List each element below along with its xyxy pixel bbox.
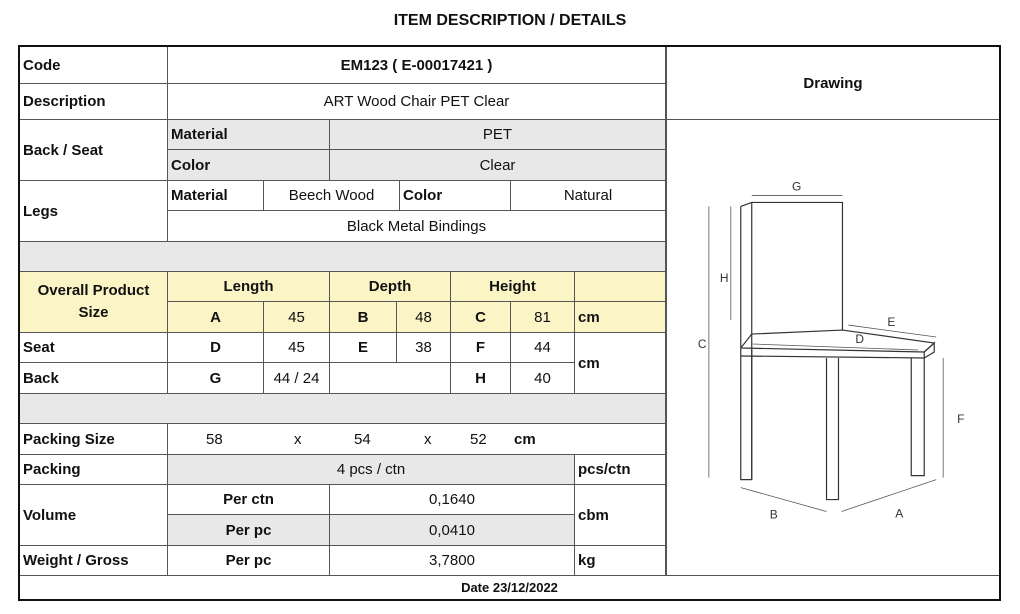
packing-size-width: 54	[354, 430, 371, 448]
d-value: 45	[264, 333, 330, 363]
a-label: A	[168, 302, 264, 333]
packing-size-x1: x	[294, 430, 302, 448]
d-label: D	[168, 333, 264, 363]
packing-size-height: 52	[470, 430, 487, 448]
packing-size-x2: x	[424, 430, 432, 448]
h-value: 40	[511, 363, 575, 394]
packing-size-unit: cm	[514, 430, 536, 448]
spacer-row	[20, 242, 666, 272]
a-value: 45	[264, 302, 330, 333]
volume-per-ctn-label: Per ctn	[168, 485, 330, 515]
code-label: Code	[20, 47, 168, 84]
volume-label: Volume	[20, 485, 168, 546]
chair-drawing	[667, 120, 999, 576]
height-header: Height	[451, 272, 575, 302]
back-label: Back	[20, 363, 168, 394]
overall-size-label-line2: Size	[78, 304, 109, 321]
drawing-label-a: A	[895, 505, 904, 520]
legs-label: Legs	[20, 181, 168, 242]
back-empty	[330, 363, 451, 394]
c-value: 81	[511, 302, 575, 333]
back-seat-color-label: Color	[168, 150, 330, 181]
packing-label: Packing	[20, 455, 168, 485]
code-value: EM123 ( E-00017421 )	[168, 47, 666, 84]
drawing-area	[666, 120, 999, 576]
overall-empty	[575, 272, 666, 302]
drawing-header: Drawing	[666, 47, 999, 120]
b-label: B	[330, 302, 397, 333]
weight-per-pc: 3,7800	[330, 546, 575, 576]
details-table	[18, 45, 1001, 601]
weight-label: Weight / Gross	[20, 546, 168, 576]
depth-header: Depth	[330, 272, 451, 302]
g-label: G	[168, 363, 264, 394]
chair-outline	[741, 202, 934, 499]
volume-per-ctn: 0,1640	[330, 485, 575, 515]
seat-label: Seat	[20, 333, 168, 363]
date: Date 23/12/2022	[461, 580, 558, 595]
weight-per-pc-label: Per pc	[168, 546, 330, 576]
description-label: Description	[20, 84, 168, 120]
c-label: C	[451, 302, 511, 333]
spacer-row-2	[20, 394, 666, 424]
legs-color-label: Color	[400, 181, 511, 211]
back-seat-label: Back / Seat	[20, 120, 168, 181]
volume-per-pc: 0,0410	[330, 515, 575, 546]
back-seat-color: Clear	[330, 150, 666, 181]
e-value: 38	[397, 333, 451, 363]
legs-color: Natural	[511, 181, 666, 211]
volume-per-pc-label: Per pc	[168, 515, 330, 546]
back-seat-material-label: Material	[168, 120, 330, 150]
packing-size-label: Packing Size	[20, 424, 168, 455]
drawing-label-b: B	[769, 506, 778, 521]
packing-unit: pcs/ctn	[575, 455, 666, 485]
e-label: E	[330, 333, 397, 363]
legs-material-label: Material	[168, 181, 264, 211]
f-value: 44	[511, 333, 575, 363]
packing-size-length: 58	[206, 430, 223, 448]
length-header: Length	[168, 272, 330, 302]
legs-note: Black Metal Bindings	[168, 211, 666, 242]
f-label: F	[451, 333, 511, 363]
seat-back-unit: cm	[575, 333, 666, 394]
weight-unit: kg	[575, 546, 666, 576]
drawing-label-h: H	[719, 270, 729, 285]
packing-value: 4 pcs / ctn	[168, 455, 575, 485]
drawing-label-g: G	[791, 178, 802, 193]
overall-size-label-line1: Overall Product	[37, 282, 150, 299]
back-seat-material: PET	[330, 120, 666, 150]
legs-material: Beech Wood	[264, 181, 400, 211]
overall-size-label	[20, 272, 168, 333]
g-value: 44 / 24	[264, 363, 330, 394]
h-label: H	[451, 363, 511, 394]
description-value: ART Wood Chair PET Clear	[168, 84, 666, 120]
document-title: ITEM DESCRIPTION / DETAILS	[393, 12, 627, 29]
b-value: 48	[397, 302, 451, 333]
drawing-label-d: D	[855, 331, 865, 346]
volume-unit: cbm	[575, 485, 666, 546]
packing-size-row	[168, 424, 666, 455]
overall-unit: cm	[575, 302, 666, 333]
drawing-label-f: F	[957, 411, 965, 426]
drawing-label-e: E	[887, 314, 896, 329]
drawing-label-c: C	[697, 336, 707, 351]
